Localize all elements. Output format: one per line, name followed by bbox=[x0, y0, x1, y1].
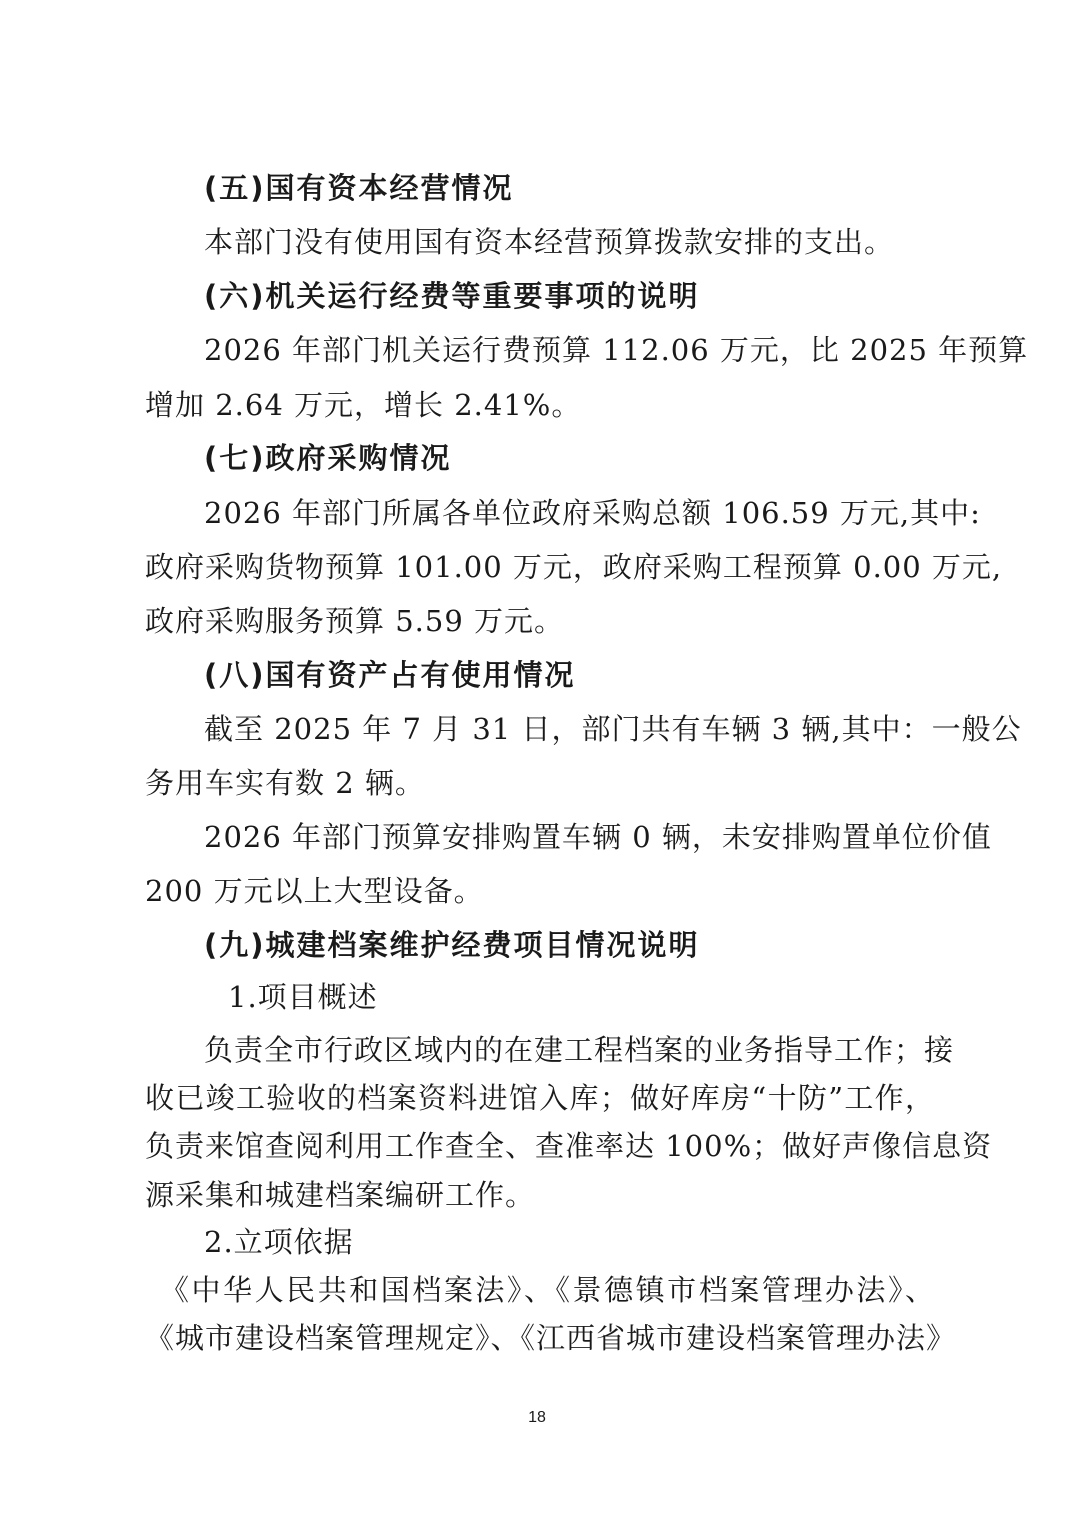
paragraph-line: 增加 2.64 万元，增长 2.41%。 bbox=[145, 388, 582, 422]
paragraph-line: 政府采购服务预算 5.59 万元。 bbox=[145, 604, 565, 638]
subheading-project-overview: 1.项目概述 bbox=[228, 980, 378, 1014]
paragraph-line: 收已竣工验收的档案资料进馆入库；做好库房“十防”工作， bbox=[145, 1081, 935, 1115]
paragraph-line: 《城市建设档案管理规定》、《江西省城市建设档案管理办法》 bbox=[145, 1321, 957, 1355]
heading-section-8: (八)国有资产占有使用情况 bbox=[204, 658, 576, 692]
paragraph-line: 《中华人民共和国档案法》、《景德镇市档案管理办法》、 bbox=[160, 1273, 935, 1307]
paragraph-line: 负责全市行政区域内的在建工程档案的业务指导工作；接 bbox=[204, 1033, 955, 1067]
subheading-project-basis: 2.立项依据 bbox=[204, 1225, 354, 1259]
paragraph-line: 2026 年部门所属各单位政府采购总额 106.59 万元,其中: bbox=[204, 496, 981, 530]
paragraph-line: 200 万元以上大型设备。 bbox=[145, 874, 484, 908]
paragraph-line: 截至 2025 年 7 月 31 日，部门共有车辆 3 辆,其中：一般公 bbox=[204, 712, 1022, 746]
paragraph-line: 政府采购货物预算 101.00 万元，政府采购工程预算 0.00 万元, bbox=[145, 550, 1003, 584]
paragraph-line: 源采集和城建档案编研工作。 bbox=[145, 1178, 536, 1212]
paragraph-line: 负责来馆查阅利用工作查全、查准率达 100%；做好声像信息资 bbox=[145, 1129, 993, 1163]
heading-section-7: (七)政府采购情况 bbox=[204, 441, 452, 475]
heading-section-6: (六)机关运行经费等重要事项的说明 bbox=[204, 279, 700, 313]
paragraph-line: 2026 年部门预算安排购置车辆 0 辆，未安排购置单位价值 bbox=[204, 820, 992, 854]
heading-section-9: (九)城建档案维护经费项目情况说明 bbox=[204, 928, 700, 962]
heading-section-5: (五)国有资本经营情况 bbox=[204, 171, 514, 205]
paragraph-line: 2026 年部门机关运行费预算 112.06 万元，比 2025 年预算 bbox=[204, 333, 1029, 367]
page-number: 18 bbox=[528, 1409, 546, 1426]
paragraph-line: 本部门没有使用国有资本经营预算拨款安排的支出。 bbox=[204, 225, 895, 259]
paragraph-line: 务用车实有数 2 辆。 bbox=[145, 766, 425, 800]
